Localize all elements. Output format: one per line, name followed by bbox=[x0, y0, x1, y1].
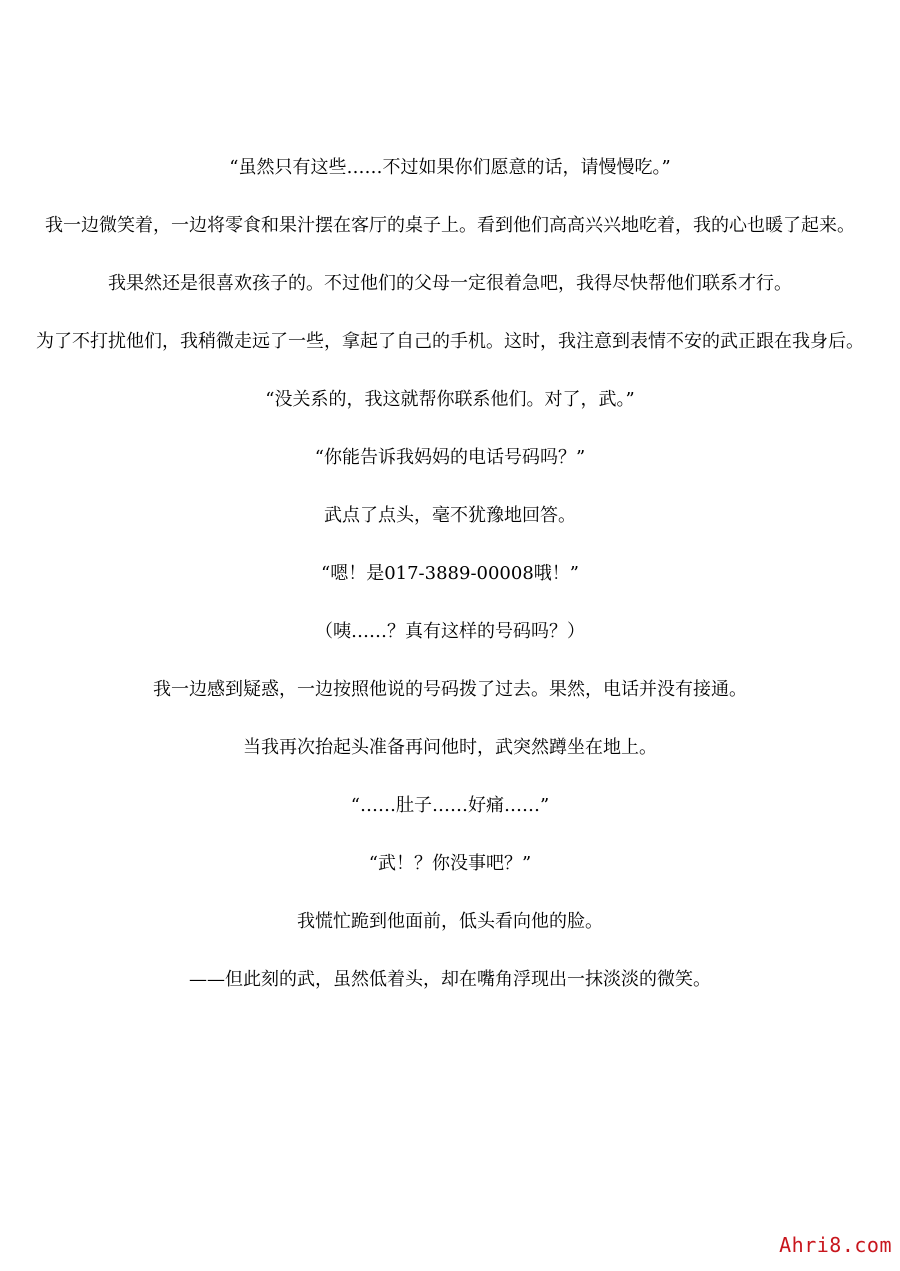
paragraph: “……肚子……好痛……” bbox=[350, 795, 550, 816]
paragraph: （咦……？真有这样的号码吗？） bbox=[315, 621, 585, 642]
paragraph: 我一边感到疑惑，一边按照他说的号码拨了过去。果然，电话并没有接通。 bbox=[153, 679, 747, 700]
paragraph: 我一边微笑着，一边将零食和果汁摆在客厅的桌子上。看到他们高高兴兴地吃着，我的心也暖了起来。 bbox=[45, 215, 855, 236]
paragraph: “没关系的，我这就帮你联系他们。对了，武。” bbox=[265, 389, 635, 410]
story-text bbox=[0, 158, 900, 1028]
paragraph: “武！？你没事吧？” bbox=[368, 853, 532, 874]
paragraph: “嗯！是017-3889-00008哦！” bbox=[321, 563, 579, 584]
paragraph: 武点了点头，毫不犹豫地回答。 bbox=[324, 505, 576, 526]
paragraph: 当我再次抬起头准备再问他时，武突然蹲坐在地上。 bbox=[243, 737, 657, 758]
paragraph: 我果然还是很喜欢孩子的。不过他们的父母一定很着急吧，我得尽快帮他们联系才行。 bbox=[108, 273, 792, 294]
paragraph: 为了不打扰他们，我稍微走远了一些，拿起了自己的手机。这时，我注意到表情不安的武正跟在我身后。 bbox=[36, 331, 864, 352]
paragraph: ——但此刻的武，虽然低着头，却在嘴角浮现出一抹淡淡的微笑。 bbox=[189, 969, 711, 990]
paragraph: 我慌忙跪到他面前，低头看向他的脸。 bbox=[297, 911, 603, 932]
paragraph: “虽然只有这些……不过如果你们愿意的话，请慢慢吃。” bbox=[229, 157, 671, 178]
paragraph: “你能告诉我妈妈的电话号码吗？” bbox=[314, 447, 586, 468]
watermark: Ahri8.com bbox=[779, 1233, 892, 1257]
